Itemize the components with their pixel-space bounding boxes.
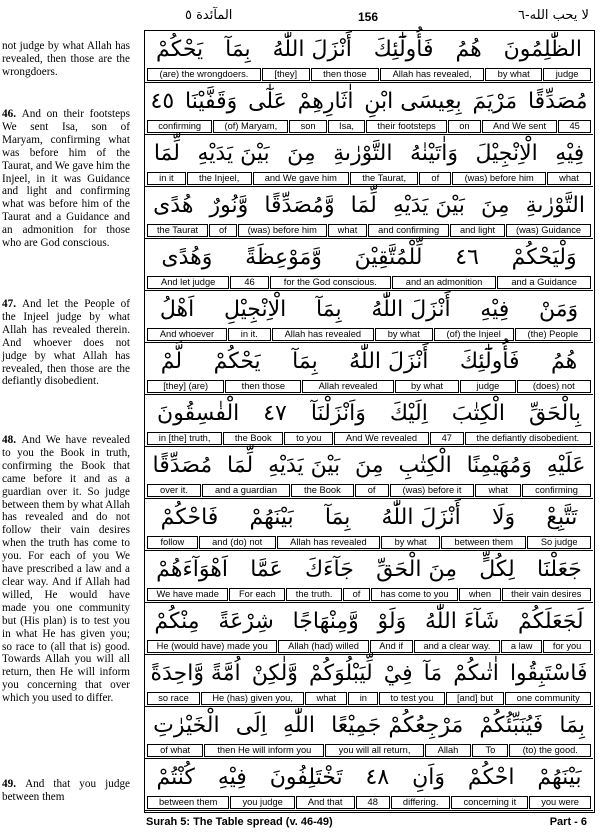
english-gloss-line (147, 796, 591, 809)
english-gloss: (to) the good. (509, 744, 591, 757)
english-gloss: what (305, 692, 347, 705)
english-gloss: and confirming (368, 224, 449, 237)
arabic-word: بِمَآ (225, 37, 251, 62)
english-gloss-line (147, 588, 591, 601)
arabic-line (145, 291, 593, 328)
english-gloss: Allah (had) willed (278, 640, 368, 653)
arabic-word: مِنَ الْحَقِّ (376, 557, 457, 582)
arabic-word: الظّٰلِمُونَ (503, 37, 583, 62)
english-gloss: Allah has revealed (277, 536, 380, 549)
english-gloss: the Taurat, (350, 172, 418, 185)
english-gloss: Isa, (328, 120, 365, 133)
english-gloss: you will all return, (325, 744, 423, 757)
arabic-word: اٰثَارِهِمْ (297, 89, 354, 114)
english-gloss: between them (147, 796, 229, 809)
english-gloss-line (147, 172, 591, 185)
english-gloss: [they] (are) (147, 380, 224, 393)
english-gloss: their footsteps (366, 120, 447, 133)
arabic-word: لَّمْ (160, 349, 183, 374)
arabic-word: بِمَآ (292, 349, 318, 374)
english-gloss-line (147, 276, 591, 289)
arabic-line (145, 499, 593, 536)
english-gloss: and a guardian (202, 484, 290, 497)
english-gloss: the Taurat (147, 224, 208, 237)
arabic-word: احْكُمْ (467, 765, 515, 790)
english-gloss: to you (284, 432, 333, 445)
verse-row (145, 759, 593, 811)
english-gloss-line (147, 328, 591, 341)
english-gloss: for you (543, 640, 591, 653)
verse-row (145, 603, 593, 655)
verse-row (145, 395, 593, 447)
arabic-word: عَمَّا (250, 557, 283, 582)
english-gloss: then those (225, 380, 301, 393)
arabic-word: وَّلٰكِنْ (251, 661, 298, 686)
juz-name-arabic: لا يحب الله-٦ (518, 8, 589, 23)
verse-row (145, 655, 593, 707)
arabic-word: الْكِتٰبِ (398, 453, 452, 478)
arabic-line (145, 447, 593, 484)
english-gloss: and light (450, 224, 505, 237)
arabic-word: بَيْنَهُمْ (537, 765, 582, 790)
translation-paragraph (2, 298, 130, 388)
translation-text: not judge by what Allah has revealed, then those are the wrongdoers. (2, 40, 130, 78)
arabic-word: فِيْهِ (217, 765, 247, 790)
english-gloss: He (has) given you, (201, 692, 304, 705)
english-gloss: Allah has revealed, (380, 68, 484, 81)
arabic-line (145, 239, 593, 276)
verse-row (145, 135, 593, 187)
english-gloss: of (343, 588, 370, 601)
arabic-word: كُنْتُمْ (156, 765, 195, 790)
arabic-line (145, 135, 593, 172)
english-gloss: and (do) not (199, 536, 276, 549)
arabic-word: ٤٦ (455, 245, 479, 270)
arabic-word: بَيْنَهُمْ (249, 505, 294, 530)
page-number: 156 (358, 10, 379, 24)
english-gloss: concerning it (451, 796, 528, 809)
english-gloss: 48 (356, 796, 390, 809)
verse-row (145, 291, 593, 343)
english-gloss: And We sent (482, 120, 557, 133)
english-gloss: (are) the wrongdoers. (147, 68, 261, 81)
arabic-word: لَجَعَلَكُمْ (518, 609, 584, 634)
arabic-word: مُصَدِّقًا (152, 453, 213, 478)
arabic-word: لِّمَا (153, 141, 180, 166)
english-gloss: For each (229, 588, 285, 601)
arabic-word: اَهْوَآءَهُمْ (156, 557, 228, 582)
english-gloss-line (147, 640, 591, 653)
arabic-word: لِّلْمُتَّقِيْنَ (354, 245, 423, 270)
english-gloss: (of) the Injeel (434, 328, 514, 341)
english-gloss: by what (395, 380, 460, 393)
translation-column (0, 30, 132, 810)
english-gloss: He (would have) made you (147, 640, 277, 653)
arabic-word: عَلَيْهِ (546, 453, 586, 478)
verse-row (145, 239, 593, 291)
english-gloss: you were (529, 796, 591, 809)
english-gloss: And We revealed (334, 432, 429, 445)
english-gloss: so race (147, 692, 200, 705)
arabic-word: الْخَيْرٰتِ (153, 713, 220, 738)
arabic-word: اُمَّةً وَّاحِدَةً (150, 661, 241, 686)
english-gloss: And whoever (147, 328, 227, 341)
arabic-word: وَلَا (491, 505, 516, 530)
translation-paragraph (2, 108, 130, 250)
english-gloss: between them (441, 536, 526, 549)
english-gloss-line (147, 692, 591, 705)
part-label: Part - 6 (549, 816, 587, 828)
arabic-line (145, 655, 593, 692)
arabic-word: بِالْحَقِّ (528, 401, 582, 426)
arabic-word: الْفٰسِقُونَ (157, 401, 240, 426)
arabic-line (145, 343, 593, 380)
arabic-word: وَقَفَّيْنَا (184, 89, 238, 114)
english-gloss-line (147, 432, 591, 445)
translation-paragraph (2, 434, 130, 705)
arabic-word: مَرْجِعُكُمْ جَمِيْعًا (331, 713, 464, 738)
english-gloss: (does) not (517, 380, 591, 393)
page-header (0, 4, 603, 26)
english-gloss: to test you (379, 692, 444, 705)
arabic-word: الْاِنْجِيْلَ (475, 141, 538, 166)
arabic-word: بَيْنَ يَدَيْهِ (197, 141, 270, 166)
english-gloss: what (547, 172, 591, 185)
arabic-word: شِرْعَةً (218, 609, 274, 634)
arabic-line (145, 187, 593, 224)
english-gloss: then He will inform you (204, 744, 324, 757)
arabic-word: الْاِنْجِيْلِ (224, 297, 287, 322)
arabic-word: مَآ (423, 661, 443, 686)
arabic-word: وَلْيَحْكُمْ (511, 245, 577, 270)
arabic-word: مِنَ (287, 141, 316, 166)
english-gloss: what (328, 224, 367, 237)
english-gloss: what (475, 484, 521, 497)
arabic-word: وَاَنْزَلْنَآ (310, 401, 366, 426)
english-gloss: follow (147, 536, 198, 549)
english-gloss: then those (311, 68, 379, 81)
english-gloss: when (459, 588, 500, 601)
english-gloss: the truth. (286, 588, 342, 601)
arabic-word: بَيْنَ يَدَيْهِ (392, 193, 465, 218)
arabic-word: فَيُنَبِّئُكُمْ (479, 713, 544, 738)
arabic-word: فَاحْكُمْ (160, 505, 219, 530)
english-gloss: We have made (147, 588, 228, 601)
arabic-word: اٰتٰىكُمْ (453, 661, 499, 686)
arabic-word: فِيْهِ (555, 141, 585, 166)
arabic-line (145, 603, 593, 640)
arabic-word: بِعِيسَى ابْنِ (364, 89, 462, 114)
english-gloss: by what (485, 68, 542, 81)
arabic-line (145, 395, 593, 432)
verse-number: 49. (2, 778, 26, 790)
verse-row (145, 83, 593, 135)
english-gloss: their vain desires (502, 588, 591, 601)
english-gloss: in it (147, 172, 186, 185)
arabic-word: فَاسْتَبِقُوا (509, 661, 588, 686)
arabic-word: جَآءَكَ (305, 557, 354, 582)
arabic-word: هُمُ (455, 37, 482, 62)
arabic-word: وَهُدًى (161, 245, 213, 270)
arabic-word: وَاٰتَيْنٰهُ (410, 141, 458, 166)
page-footer (144, 814, 595, 832)
english-gloss: for the God conscious. (270, 276, 391, 289)
arabic-word: أَنْزَلَ اللّٰهُ (371, 297, 451, 322)
english-gloss: of (355, 484, 389, 497)
verse-row (145, 447, 593, 499)
arabic-word: ٤٥ (150, 89, 175, 114)
arabic-word: وَّمُصَدِّقًا (264, 193, 335, 218)
english-gloss: confirming (522, 484, 591, 497)
arabic-word: جَعَلْنَا (537, 557, 582, 582)
english-gloss: 45 (558, 120, 591, 133)
english-gloss: [and] but (446, 692, 505, 705)
arabic-word: أَنْزَلَ اللّٰهُ (381, 505, 461, 530)
english-gloss: by what (375, 328, 433, 341)
english-gloss: judge (543, 68, 591, 81)
arabic-line (145, 31, 593, 68)
translation-text: And let the People of the Injeel judge by what Allah has revealed therein. And whoever does not judge by what Allah has revealed, then those are the defiantly disobedient. (2, 298, 131, 388)
english-gloss: (was) before it (390, 484, 475, 497)
verse-row (145, 499, 593, 551)
english-gloss: the Book (291, 484, 354, 497)
english-gloss: of (419, 172, 451, 185)
arabic-word: لِكُلٍّ (479, 557, 515, 582)
translation-paragraph (2, 778, 130, 804)
arabic-word: فَأُولَٰٓئِكَ (373, 37, 434, 62)
english-gloss-line (147, 536, 591, 549)
english-gloss: 46 (230, 276, 268, 289)
english-gloss: son (289, 120, 326, 133)
arabic-line (145, 551, 593, 588)
english-gloss: (of) Maryam, (213, 120, 288, 133)
english-gloss: And that (296, 796, 355, 809)
arabic-line (145, 707, 593, 744)
english-gloss: (was) before him (452, 172, 546, 185)
verse-number: 47. (2, 298, 23, 310)
verse-number: 48. (2, 434, 22, 446)
english-gloss: you judge (230, 796, 294, 809)
arabic-word: فَأُولَٰٓئِكَ (459, 349, 520, 374)
english-gloss: on (448, 120, 481, 133)
arabic-word: يَحْكُمْ (213, 349, 261, 374)
arabic-word: أَنْزَلَ اللّٰهُ (349, 349, 429, 374)
english-gloss: the Book (223, 432, 283, 445)
english-gloss: over it. (147, 484, 201, 497)
english-gloss: Allah (425, 744, 472, 757)
arabic-word: اِلَى (235, 713, 267, 738)
arabic-word: بِمَا (559, 713, 585, 738)
english-gloss: and an admonition (392, 276, 497, 289)
verse-row (145, 551, 593, 603)
arabic-word: بِمَآ (324, 505, 351, 530)
arabic-word: مُصَدِّقًا (527, 89, 588, 114)
english-gloss: of (209, 224, 237, 237)
english-gloss: a law (501, 640, 542, 653)
english-gloss: and a Guidance (497, 276, 591, 289)
english-gloss: by what (381, 536, 440, 549)
arabic-word: مَرْيَمَ (472, 89, 518, 114)
english-gloss: the Injeel, (187, 172, 252, 185)
english-gloss: 47 (430, 432, 464, 445)
english-gloss: in [the] truth, (147, 432, 222, 445)
arabic-word: يَحْكُمْ (156, 37, 204, 62)
arabic-word: وَّمِنْهَاجًا (292, 609, 359, 634)
verse-row (145, 187, 593, 239)
arabic-word: ٤٨ (365, 765, 390, 790)
translation-paragraph (2, 40, 130, 79)
arabic-word: مِنَ (355, 453, 384, 478)
arabic-word: وَاَنِ (412, 765, 445, 790)
translation-text: And that you judge between them (2, 778, 131, 803)
arabic-word: اِلَيْكَ (389, 401, 428, 426)
arabic-word: تَتَّبِعْ (546, 505, 578, 530)
arabic-word: بَيْنَ يَدَيْهِ (268, 453, 341, 478)
arabic-word: اللّٰهِ (283, 713, 315, 738)
english-gloss-line (147, 484, 591, 497)
arabic-word: وَمُهَيْمِنًا (466, 453, 532, 478)
arabic-word: وَلَوْ (377, 609, 407, 634)
english-gloss: has come to you (371, 588, 458, 601)
verse-row (145, 343, 593, 395)
arabic-word: مِنَ (481, 193, 510, 218)
english-gloss: confirming (147, 120, 212, 133)
arabic-word: وَّمَوْعِظَةً (245, 245, 322, 270)
arabic-word: وَمَنْ (538, 297, 579, 322)
english-gloss: [they] (262, 68, 310, 81)
arabic-word: فِيْ (383, 661, 413, 686)
arabic-word: هُمُ (551, 349, 578, 374)
verse-row (145, 707, 593, 759)
arabic-word: اَهْلُ (159, 297, 195, 322)
english-gloss: Allah has revealed (272, 328, 374, 341)
arabic-word: التَّوْرٰىةِ (525, 193, 585, 218)
arabic-line (145, 759, 593, 796)
translation-text: And We have revealed to you the Book in truth, confirming the Book that came before it and as a guardian over it. So judge between them by what Allah has revealed and do not follow their vain desires when the truth has come to you. For each of you We have prescribed a law and a clear way. And if Allah had willed, He would have made you one community but (His plan) is to test you in what He has given you; so race to (all that is) good. Towards Allah you will all return, then He will inform you concerning that over which you used to differ. (2, 434, 131, 705)
arabic-line (145, 83, 593, 120)
surah-title: Surah 5: The Table spread (v. 46-49) (146, 816, 333, 828)
word-by-word-frame (144, 30, 595, 813)
english-gloss: And if (370, 640, 413, 653)
arabic-word: بِمَآ (316, 297, 342, 322)
arabic-word: لِّيَبْلُوَكُمْ (308, 661, 373, 686)
translation-text: And on their footsteps We sent Isa, son of Maryam, confirming what was before him of the Taurat, and We gave him the Injeel, in it was Guidance and light and confirming what was before him of the Taurat and a Guidance and an admonition for those who are God conscious. (2, 108, 131, 250)
english-gloss-line (147, 68, 591, 81)
english-gloss: differing. (391, 796, 451, 809)
arabic-word: هُدًى (153, 193, 194, 218)
english-gloss: To (472, 744, 508, 757)
english-gloss: in it. (228, 328, 271, 341)
arabic-word: الْكِتٰبَ (451, 401, 505, 426)
english-gloss: And let judge (147, 276, 229, 289)
arabic-word: مِنْكُمْ (154, 609, 200, 634)
english-gloss: judge (460, 380, 515, 393)
english-gloss: So judge (527, 536, 591, 549)
english-gloss: one community (505, 692, 591, 705)
english-gloss-line (147, 120, 591, 133)
arabic-word: عَلٰٓى (248, 89, 287, 114)
english-gloss-line (147, 380, 591, 393)
arabic-word: تَخْتَلِفُونَ (269, 765, 343, 790)
english-gloss: in (348, 692, 378, 705)
verse-row (145, 31, 593, 83)
arabic-word: شَآءَ اللّٰهُ (424, 609, 500, 634)
arabic-word: لِّمَا (227, 453, 254, 478)
english-gloss-line (147, 744, 591, 757)
english-gloss: Allah revealed (302, 380, 393, 393)
english-gloss: and We gave him (253, 172, 350, 185)
english-gloss: and a clear way. (414, 640, 500, 653)
arabic-word: وَّنُورٌ (209, 193, 249, 218)
arabic-word: لِّمَا (350, 193, 377, 218)
english-gloss-line (147, 224, 591, 237)
verse-number: 46. (2, 108, 22, 120)
arabic-word: فِيْهِ (480, 297, 510, 322)
english-gloss: of what (147, 744, 203, 757)
arabic-word: أَنْزَلَ اللّٰهُ (272, 37, 352, 62)
arabic-word: التَّوْرٰىةِ (333, 141, 393, 166)
english-gloss: (the) People (515, 328, 591, 341)
surah-name-arabic: المآئدة ٥ (185, 8, 233, 23)
arabic-word: ٤٧ (263, 401, 287, 426)
english-gloss: the defiantly disobedient. (465, 432, 591, 445)
english-gloss: (was) Guidance (506, 224, 591, 237)
english-gloss: (was) before him (238, 224, 327, 237)
